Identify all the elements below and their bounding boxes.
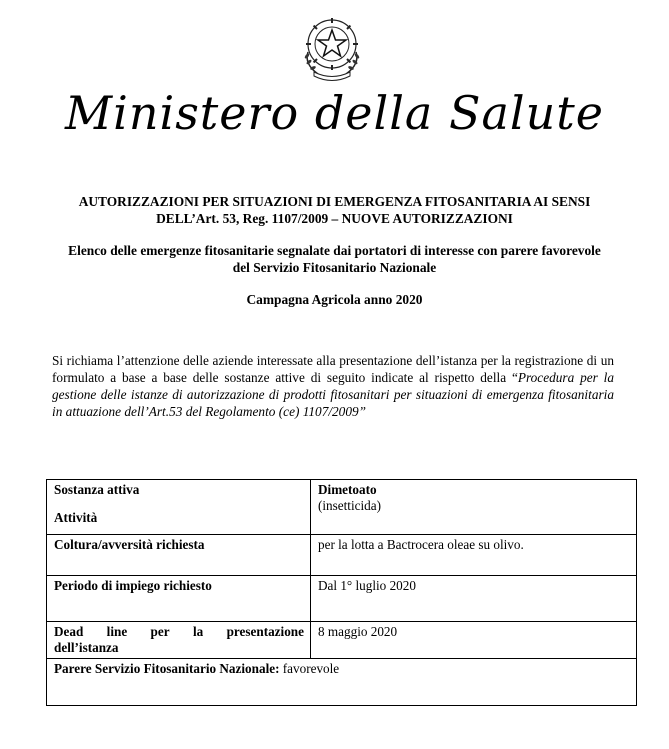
crop-label: Coltura/avversità richiesta bbox=[47, 535, 311, 576]
substance-value: Dimetoato bbox=[318, 482, 377, 497]
subtitle-line-2: del Servizio Fitosanitario Nazionale bbox=[232, 260, 437, 275]
opinion-value: favorevole bbox=[282, 661, 340, 676]
crop-value: per la lotta a Bactrocera oleae su olivo. bbox=[311, 535, 637, 576]
deadline-value: 8 maggio 2020 bbox=[311, 622, 637, 659]
deadline-word: Dead bbox=[54, 624, 84, 639]
subtitle bbox=[40, 242, 629, 276]
republic-emblem-icon bbox=[298, 14, 366, 82]
period-label: Periodo di impiego richiesto bbox=[47, 576, 311, 622]
table-row-substance bbox=[47, 480, 637, 535]
main-title-line-1: AUTORIZZAZIONI PER SITUAZIONI DI EMERGENZA FITOSANITARIA AI SENSI bbox=[78, 194, 591, 209]
period-value: Dal 1° luglio 2020 bbox=[311, 576, 637, 622]
deadline-label-line-1 bbox=[54, 624, 304, 640]
activity-label: Attività bbox=[54, 510, 98, 525]
deadline-word: per bbox=[150, 624, 170, 639]
activity-value: (insetticida) bbox=[318, 498, 381, 513]
intro-text: Si richiama l’attenzione delle aziende interessate alla presentazione dell’istanza per la registrazione di un formulato a base a base delle sostanze attive di seguito indicate al rispetto della “ bbox=[52, 353, 614, 385]
opinion-cell bbox=[47, 659, 637, 706]
table-row-opinion bbox=[47, 659, 637, 706]
main-title-line-2: DELL’Art. 53, Reg. 1107/2009 – NUOVE AUTORIZZAZIONI bbox=[156, 211, 513, 226]
deadline-label-cell bbox=[47, 622, 311, 659]
deadline-word: presentazione bbox=[226, 624, 304, 639]
intro-procedure-title: Procedura per la gestione delle istanze di autorizzazione di prodotti fitosanitari per situazioni di emergenza fitosanitaria in attuazione dell’Art.53 del Regolamento (ce) 1107/2009” bbox=[52, 370, 614, 419]
main-title bbox=[40, 193, 629, 227]
substance-label-cell bbox=[47, 480, 311, 535]
deadline-word: la bbox=[192, 624, 204, 639]
table-row-deadline bbox=[47, 622, 637, 659]
table-row-period bbox=[47, 576, 637, 622]
substance-label: Sostanza attiva bbox=[54, 482, 140, 497]
table-row-crop bbox=[47, 535, 637, 576]
emergency-table bbox=[46, 479, 637, 706]
campaign-title: Campagna Agricola anno 2020 bbox=[246, 292, 423, 307]
deadline-label-line-2: dell’istanza bbox=[54, 640, 119, 655]
ministry-name: Ministero della Salute bbox=[65, 86, 604, 140]
intro-paragraph bbox=[52, 352, 614, 420]
substance-value-cell bbox=[311, 480, 637, 535]
deadline-word: line bbox=[106, 624, 128, 639]
subtitle-line-1: Elenco delle emergenze fitosanitarie segnalate dai portatori di interesse con parere favorevole bbox=[68, 243, 601, 258]
opinion-label: Parere Servizio Fitosanitario Nazionale: bbox=[54, 661, 280, 676]
